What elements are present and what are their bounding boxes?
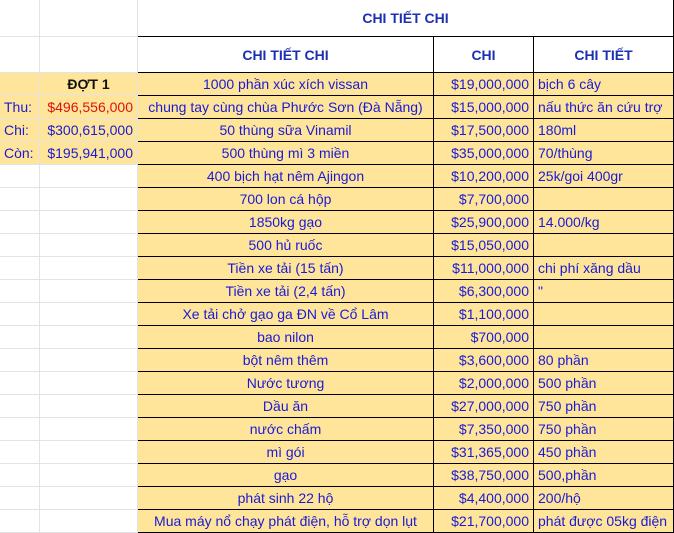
grid-cell-left[interactable] [40,326,138,349]
expense-amount[interactable]: $35,000,000 [434,142,534,165]
expense-item[interactable]: 50 thùng sữa Vinamil [138,119,434,142]
expense-amount[interactable]: $6,300,000 [434,280,534,303]
grid-cell-header-row[interactable] [0,37,40,73]
summary-row-label[interactable]: Thu: [0,96,40,119]
expense-amount[interactable]: $7,350,000 [434,418,534,441]
expense-detail[interactable]: 450 phần [534,441,674,464]
grid-cell-left[interactable] [0,165,40,188]
expense-amount[interactable]: $7,700,000 [434,188,534,211]
grid-cell-left[interactable] [40,487,138,510]
grid-cell-left[interactable] [40,188,138,211]
expense-detail[interactable]: 200/hộ [534,487,674,510]
expense-item[interactable]: 1850kg gạo [138,211,434,234]
expense-amount[interactable]: $27,000,000 [434,395,534,418]
grid-cell-left[interactable] [0,464,40,487]
grid-cell-left[interactable] [40,372,138,395]
grid-cell-left[interactable] [40,418,138,441]
grid-cell-left[interactable] [40,165,138,188]
expense-amount[interactable]: $38,750,000 [434,464,534,487]
expense-item[interactable]: Tiền xe tải (2,4 tấn) [138,280,434,303]
grid-cell-left[interactable] [0,303,40,326]
grid-cell-left[interactable] [40,441,138,464]
grid-cell-left[interactable] [40,303,138,326]
expense-amount[interactable]: $31,365,000 [434,441,534,464]
expense-amount[interactable]: $15,050,000 [434,234,534,257]
expense-detail[interactable]: 25k/goi 400gr [534,165,674,188]
expense-item[interactable]: Dầu ăn [138,395,434,418]
header-chi-tiet-chi[interactable]: CHI TIẾT CHI [138,37,434,73]
grid-cell-left[interactable] [0,326,40,349]
summary-label[interactable]: ĐỢT 1 [40,73,138,96]
expense-item[interactable]: phát sinh 22 hộ [138,487,434,510]
expense-item[interactable]: nước chấm [138,418,434,441]
expense-detail[interactable]: 500,phần [534,464,674,487]
expense-item[interactable]: Xe tải chở gạo ga ĐN về Cổ Lâm [138,303,434,326]
expense-detail[interactable] [534,234,674,257]
expense-item[interactable]: chung tay cùng chùa Phước Sơn (Đà Nẵng) [138,96,434,119]
expense-detail[interactable] [534,303,674,326]
grid-cell-left[interactable] [0,280,40,303]
sheet-title[interactable]: CHI TIẾT CHI [138,0,674,37]
expense-amount[interactable]: $17,500,000 [434,119,534,142]
header-chi[interactable]: CHI [434,37,534,73]
expense-amount[interactable]: $15,000,000 [434,96,534,119]
summary-row-value[interactable]: $300,615,000 [40,119,138,142]
grid-cell-header-row[interactable] [0,0,40,37]
grid-cell-left[interactable] [0,211,40,234]
grid-cell-left[interactable] [40,234,138,257]
expense-detail[interactable]: 14.000/kg [534,211,674,234]
expense-item[interactable]: bột nêm thêm [138,349,434,372]
grid-cell-left[interactable] [0,188,40,211]
summary-empty-cell[interactable] [0,73,40,96]
expense-detail[interactable]: chi phí xăng dầu [534,257,674,280]
summary-row-value[interactable]: $496,556,000 [40,96,138,119]
expense-detail[interactable]: bịch 6 cây [534,73,674,96]
grid-cell-left[interactable] [0,441,40,464]
grid-cell-left[interactable] [40,257,138,280]
expense-amount[interactable]: $3,600,000 [434,349,534,372]
expense-item[interactable]: 1000 phần xúc xích vissan [138,73,434,96]
grid-cell-left[interactable] [40,395,138,418]
expense-detail[interactable] [534,188,674,211]
expense-detail[interactable]: 750 phần [534,395,674,418]
expense-amount[interactable]: $25,900,000 [434,211,534,234]
grid-cell-left[interactable] [0,257,40,280]
expense-amount[interactable]: $19,000,000 [434,73,534,96]
summary-row-label[interactable]: Chi: [0,119,40,142]
expense-item[interactable]: 500 hủ ruốc [138,234,434,257]
grid-cell-left[interactable] [0,349,40,372]
expense-amount[interactable]: $10,200,000 [434,165,534,188]
expense-item[interactable]: mì gói [138,441,434,464]
expense-detail[interactable]: 180ml [534,119,674,142]
expense-amount[interactable]: $4,400,000 [434,487,534,510]
grid-cell-left[interactable] [0,487,40,510]
expense-item[interactable]: Nước tương [138,372,434,395]
expense-amount[interactable]: $11,000,000 [434,257,534,280]
grid-cell-left[interactable] [40,464,138,487]
expense-item[interactable]: 700 lon cá hộp [138,188,434,211]
summary-row-label[interactable]: Còn: [0,142,40,165]
expense-item[interactable]: 400 bịch hạt nêm Ajingon [138,165,434,188]
expense-amount[interactable]: $1,100,000 [434,303,534,326]
expense-detail[interactable]: " [534,280,674,303]
expense-detail[interactable]: 500 phần [534,372,674,395]
grid-cell-left[interactable] [0,372,40,395]
grid-cell-left[interactable] [0,395,40,418]
expense-detail[interactable]: 70/thùng [534,142,674,165]
grid-cell-left[interactable] [40,211,138,234]
grid-cell-left[interactable] [0,418,40,441]
expense-item[interactable]: 500 thùng mì 3 miền [138,142,434,165]
header-chi-tiet[interactable]: CHI TIẾT [534,37,674,73]
grid-cell-left[interactable] [0,234,40,257]
expense-detail[interactable] [534,326,674,349]
expense-item[interactable]: gạo [138,464,434,487]
grid-cell-left[interactable] [40,349,138,372]
expense-item[interactable]: Mua máy nổ chạy phát điện, hỗ trợ dọn lụt [138,510,434,533]
expense-amount[interactable]: $2,000,000 [434,372,534,395]
summary-row-value[interactable]: $195,941,000 [40,142,138,165]
expense-detail[interactable]: 750 phần [534,418,674,441]
grid-cell-left[interactable] [40,510,138,533]
grid-cell-header-row[interactable] [40,0,138,37]
grid-cell-left[interactable] [0,510,40,533]
grid-cell-left[interactable] [40,280,138,303]
expense-item[interactable]: Tiền xe tải (15 tấn) [138,257,434,280]
expense-item[interactable]: bao nilon [138,326,434,349]
grid-cell-header-row[interactable] [40,37,138,73]
expense-amount[interactable]: $21,700,000 [434,510,534,533]
expense-amount[interactable]: $700,000 [434,326,534,349]
expense-detail[interactable]: nấu thức ăn cứu trợ [534,96,674,119]
expense-detail[interactable]: phát được 05kg điện [534,510,674,533]
expense-detail[interactable]: 80 phần [534,349,674,372]
